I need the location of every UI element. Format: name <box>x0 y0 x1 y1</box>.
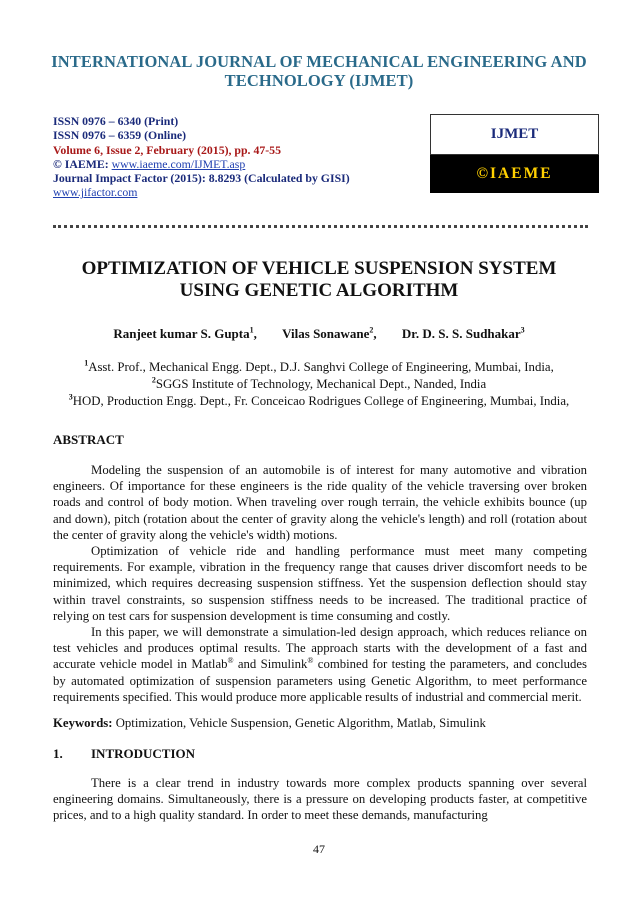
journal-title-line1: INTERNATIONAL JOURNAL OF MECHANICAL ENGINEERING AND <box>51 52 587 71</box>
author-3: Dr. D. S. S. Sudhakar$^3$ <box>401 325 525 341</box>
iaeme-link[interactable]: www.iaeme.com/IJMET.asp <box>111 156 246 171</box>
issn-print: ISSN 0976 – 6340 (Print) <box>53 114 179 128</box>
journal-title-line2: TECHNOLOGY (IJMET) <box>224 71 414 90</box>
jifactor-link[interactable]: www.jifactor.com <box>53 185 138 200</box>
keywords-text: Optimization, Vehicle Suspension, Genetic Algorithm, Matlab, Simulink <box>112 716 486 730</box>
journal-title <box>30 52 608 90</box>
iaeme-logo-box: ©IAEME <box>430 155 599 193</box>
page-number: 47 <box>313 842 325 856</box>
paper-title-line2: USING GENETIC ALGORITHM <box>179 280 459 301</box>
author-1: Ranjeet kumar S. Gupta$^1$, <box>113 325 257 341</box>
abstract-heading: ABSTRACT <box>53 432 124 447</box>
affiliation-2: $^2$SGGS Institute of Technology, Mechanical Dept., Nanded, India <box>151 375 487 391</box>
affiliation-1: $^1$Asst. Prof., Mechanical Engg. Dept., D.J. Sanghvi College of Engineering, Mumbai, India, <box>84 358 554 374</box>
paper-title <box>40 258 598 302</box>
keywords-label: Keywords: <box>53 716 113 730</box>
dotted-divider <box>53 225 588 228</box>
introduction-paragraph-1: There is a clear trend in industry towards more complex products spanning over several engineering domains. Simultaneously, there is a pressure on developing products faster, at competitive prices, and to a high quality standard. In order to meet these demands, manufacturing <box>53 776 587 823</box>
introduction-body <box>53 775 587 824</box>
author-list <box>30 326 608 342</box>
abstract-paragraph-1: Modeling the suspension of an automobile is of interest for many automotive and vibration engineers. Of importance for these engineers is the ride quality of the vehicle traversing over broken roads and control of body motion. When traveling over rough terrain, the vehicle exhibits bounce (up and down), pitch (rotation about the center of gravity along the vehicle's length) and roll (rotation about the center of gravity along the vehicle's width) motions. <box>53 463 587 542</box>
impact-factor: Journal Impact Factor (2015): 8.8293 (Calculated by GISI) <box>53 171 350 186</box>
section-heading: INTRODUCTION <box>91 746 196 761</box>
author-2: Vilas Sonawane$^2$, <box>282 325 377 341</box>
issn-online: ISSN 0976 – 6359 (Online) <box>53 128 187 143</box>
affiliation-3: $^3$HOD, Production Engg. Dept., Fr. Conceicao Rodrigues College of Engineering, Mumbai, India, <box>68 392 570 408</box>
keywords <box>53 716 587 731</box>
abstract-body <box>53 462 587 705</box>
abstract-paragraph-2: Optimization of vehicle ride and handling performance must meet many competing requirements. For example, vibration in the frequency range that causes driver discomfort needs to be minimized, which requires decreasing suspension stiffness. Yet the suspension deflection should stay within travel constraints, so suspension stiffness needs to be increased. The traditional practice of relying on test cars for suspension development is time consuming and costly. <box>53 544 587 623</box>
paper-title-line1: OPTIMIZATION OF VEHICLE SUSPENSION SYSTEM <box>81 258 557 279</box>
abstract-paragraph-3: In this paper, we will demonstrate a simulation-led design approach, which reduces reliance on test vehicles and produces optimal results. The approach starts with the development of a fast and accurate vehicle model in Matlab® and Simulink® combined for testing the parameters, and concludes by automated optimization of suspension parameters using Genetic Algorithm, to meet performance requirements specified. This would produce more applicable results of industrial and commercial merit. <box>53 625 587 704</box>
ijmet-logo-box: IJMET <box>430 114 599 155</box>
journal-meta <box>53 114 413 200</box>
volume-info: Volume 6, Issue 2, February (2015), pp. 47-55 <box>53 142 281 157</box>
iaeme-prefix: © IAEME: <box>53 156 112 171</box>
iaeme-line <box>53 157 413 171</box>
section-number: 1. <box>53 746 63 761</box>
